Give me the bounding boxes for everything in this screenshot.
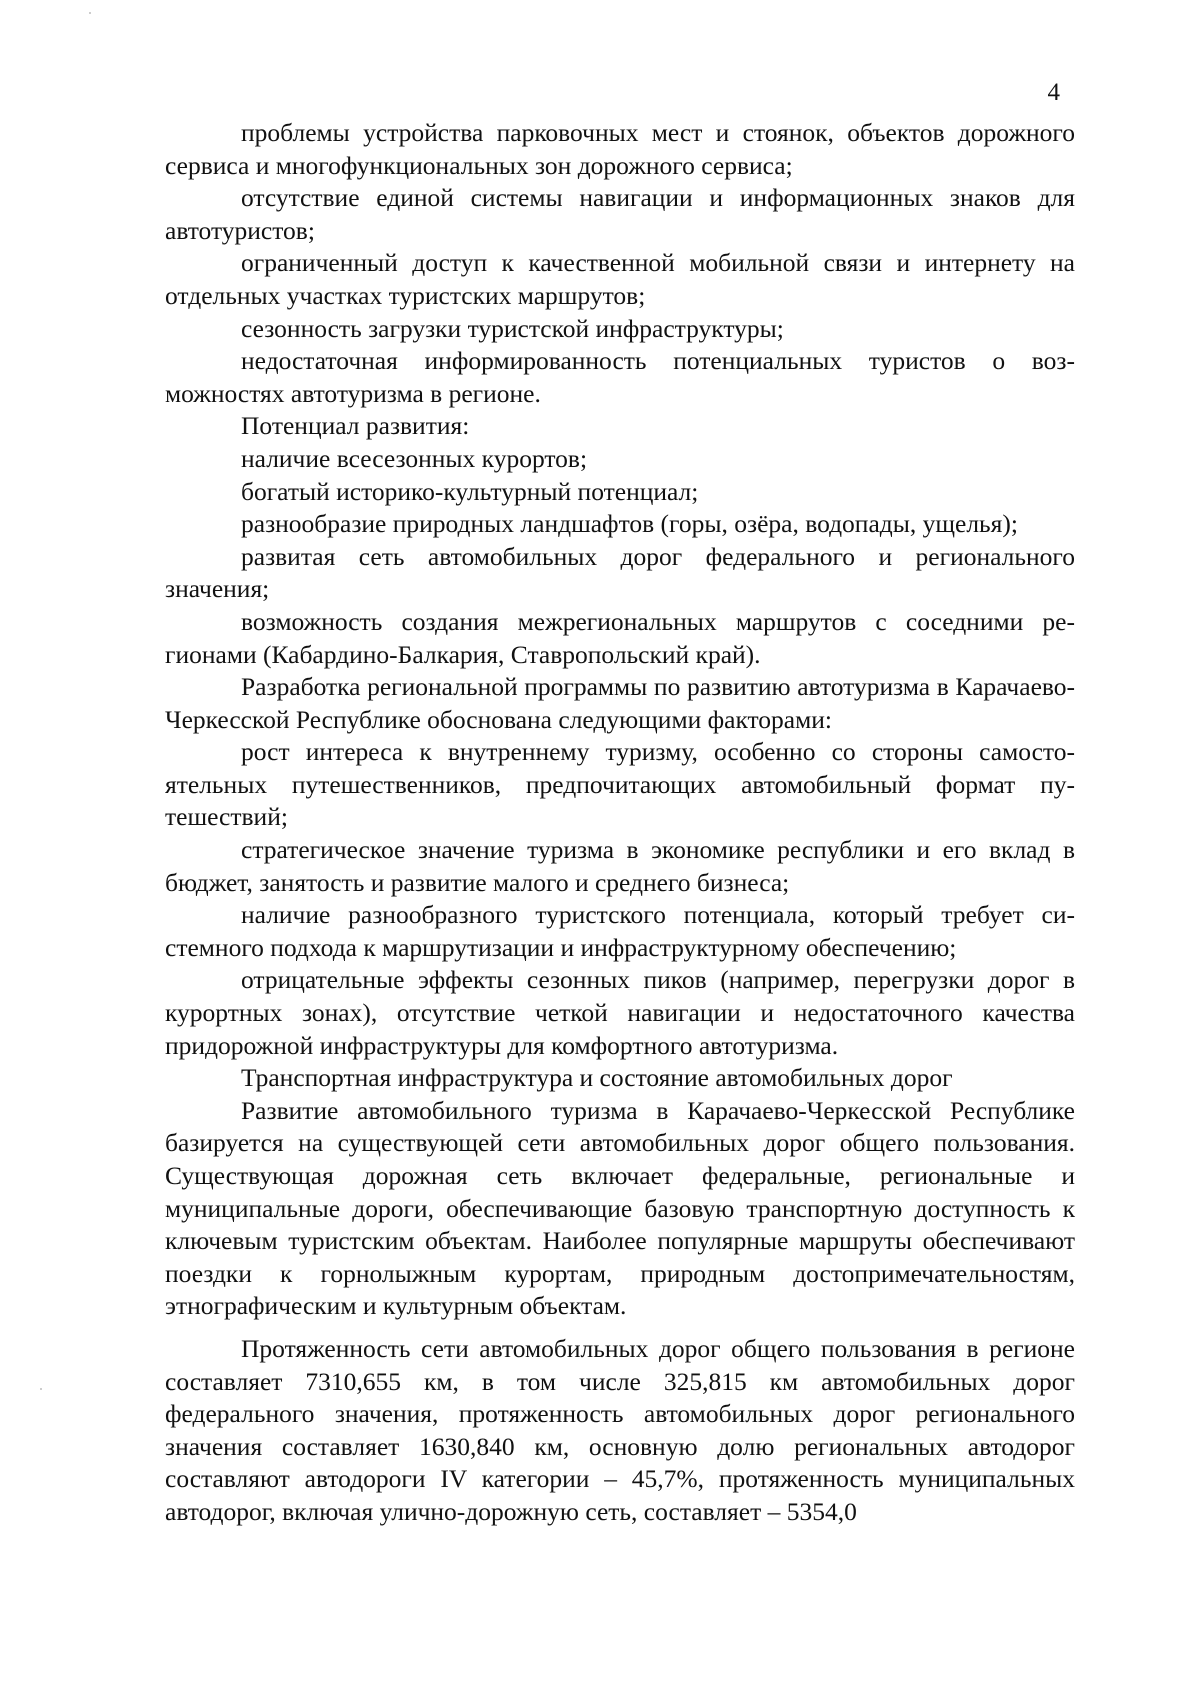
paragraph-factor-domestic-tourism: рост интереса к внутреннему туризму, особенно со стороны самостоятельных путешественников, предпочитающих автомобильный формат путешествий; — [165, 737, 1075, 832]
paragraph-potential-interregional: возможность создания межрегиональных маршрутов с соседними регионами (Кабардино-Балкария, Ставропольский край). — [165, 606, 1075, 669]
document-body — [165, 117, 1075, 1529]
paragraph-problem-parking: проблемы устройства парковочных мест и стоянок, объектов дорожного сервиса и многофункциональных зон дорожного сервиса; — [165, 118, 1075, 180]
paragraph-potential-heritage: богатый историко-культурный потенциал; — [241, 476, 699, 506]
scan-speck — [89, 12, 91, 14]
paragraph-potential-heading: Потенциал развития: — [241, 411, 470, 441]
paragraph-factor-potential: наличие разнообразного туристского потенциала, который требует системного подхода к маршрутизации и инфраструктурному обеспечению; — [165, 900, 1075, 962]
paragraph-potential-roads: развитая сеть автомобильных дорог федерального и регионального значения; — [165, 541, 1075, 604]
paragraph-transport-network: Развитие автомобильного туризма в Карачаево-Черкесской Республике базируется на существующей сети автомобильных дорог общего пользования. Существующая дорожная сеть включает федеральные, региональные и муниципальные дороги, обеспечивающие базовую транспортную доступность к ключевым туристским объектам. Наиболее популярные маршруты обеспечивают поездки к горнолыжным курортам, природным достопримечательностям, этнографическим и культурным объектам. — [165, 1095, 1075, 1321]
paragraph-factor-economy: стратегическое значение туризма в экономике республики и его вклад в бюджет, занятость и развитие малого и среднего бизнеса; — [165, 835, 1075, 897]
paragraph-problem-mobile-access: ограниченный доступ к качественной мобильной связи и интернету на отдельных участках туристских маршрутов; — [165, 248, 1075, 310]
paragraph-potential-resorts: наличие всесезонных курортов; — [241, 443, 588, 473]
section-heading-transport: Транспортная инфраструктура и состояние автомобильных дорог — [241, 1063, 953, 1093]
page-number: 4 — [1047, 79, 1060, 106]
paragraph-problem-seasonality: сезонность загрузки туристской инфраструктуры; — [241, 313, 784, 343]
scan-speck — [40, 1388, 42, 1390]
paragraph-problem-awareness: недостаточная информированность потенциальных туристов о возможностях автотуризма в регионе. — [165, 346, 1075, 408]
paragraph-road-length: Протяженность сети автомобильных дорог общего пользования в регионе составляет 7310,655 км, в том числе 325,815 км автомобильных дорог федерального значения, протяженность автомобильных дорог регионального значения составляет 1630,840 км, основную долю региональных автодорог составляют автодороги IV категории – 45,7%, протяженность муниципальных автодорог, включая улично-дорожную сеть, составляет – 5354,0 — [165, 1333, 1075, 1526]
paragraph-program-rationale: Разработка региональной программы по развитию автотуризма в Карачаево-Черкесской Республике обоснована следующими факторами: — [165, 672, 1075, 734]
paragraph-potential-landscapes: разнообразие природных ландшафтов (горы, озёра, водопады, ущелья); — [241, 509, 1018, 539]
paragraph-factor-seasonal-peaks: отрицательные эффекты сезонных пиков (например, перегрузки дорог в курортных зонах), отсутствие четкой навигации и недостаточного качества придорожной инфраструктуры для комфортного автотуризма. — [165, 965, 1075, 1060]
paragraph-problem-navigation: отсутствие единой системы навигации и информационных знаков для автотуристов; — [165, 183, 1075, 245]
